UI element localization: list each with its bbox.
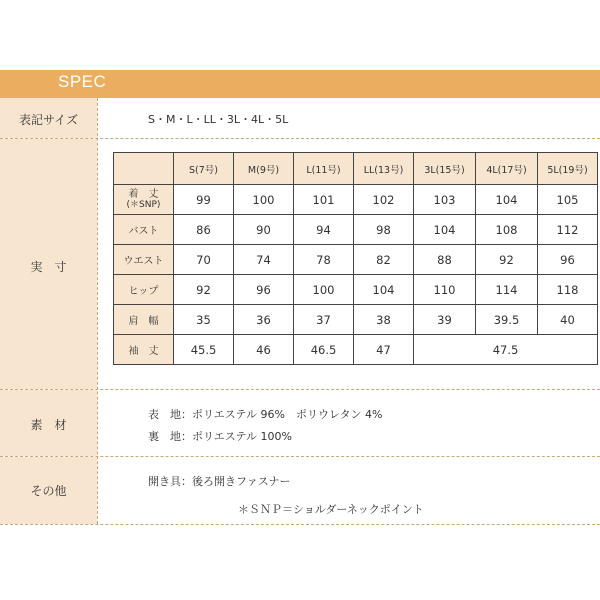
row-label: バスト	[114, 215, 174, 245]
table-cell: 99	[174, 185, 234, 215]
table-cell: 86	[174, 215, 234, 245]
divider	[0, 389, 600, 390]
table-cell: 100	[234, 185, 294, 215]
table-row	[114, 185, 598, 215]
other-label: その他	[30, 484, 67, 498]
table-cell: 104	[476, 185, 538, 215]
table-cell: 112	[538, 215, 598, 245]
table-header-row	[114, 153, 598, 185]
table-row	[114, 335, 598, 365]
table-cell: 104	[414, 215, 476, 245]
table-corner	[114, 153, 174, 185]
row-label: 袖 丈	[114, 335, 174, 365]
table-cell: 78	[294, 245, 354, 275]
table-cell: 96	[538, 245, 598, 275]
divider	[0, 456, 600, 457]
table-row	[114, 305, 598, 335]
closure-info: 開き具：後ろ開きファスナー	[148, 475, 291, 488]
table-cell: 92	[476, 245, 538, 275]
table-cell: 39.5	[476, 305, 538, 335]
row-label: 肩 幅	[114, 305, 174, 335]
material-outer: 表 地：ポリエステル 96% ポリウレタン 4%	[148, 408, 383, 421]
table-cell: 47	[354, 335, 414, 365]
table-cell: 74	[234, 245, 294, 275]
table-cell: 102	[354, 185, 414, 215]
size-label: 表記サイズ	[18, 113, 79, 127]
table-cell: 101	[294, 185, 354, 215]
table-cell: 40	[538, 305, 598, 335]
column-header: S(7号)	[174, 153, 234, 185]
row-label: ヒップ	[114, 275, 174, 305]
table-cell: 38	[354, 305, 414, 335]
measure-label: 実 寸	[30, 260, 67, 274]
column-header: 4L(17号)	[476, 153, 538, 185]
table-cell: 98	[354, 215, 414, 245]
table-cell: 110	[414, 275, 476, 305]
table-cell: 100	[294, 275, 354, 305]
table-cell: 82	[354, 245, 414, 275]
table-cell: 35	[174, 305, 234, 335]
row-label-main: 着 丈	[128, 188, 159, 200]
divider	[0, 524, 600, 525]
column-divider	[97, 98, 98, 524]
size-list: S・M・L・LL・3L・4L・5L	[148, 113, 289, 126]
table-cell: 92	[174, 275, 234, 305]
row-label	[114, 185, 174, 215]
table-cell: 39	[414, 305, 476, 335]
divider	[0, 138, 600, 139]
table-cell: 46.5	[294, 335, 354, 365]
table-cell: 94	[294, 215, 354, 245]
table-cell: 88	[414, 245, 476, 275]
size-table	[113, 152, 598, 365]
snp-note: ＊ＳＮＰ＝ショルダーネックポイント	[238, 503, 424, 516]
table-row	[114, 275, 598, 305]
spec-header-bar	[0, 70, 600, 98]
row-label-sub: (＊SNP)	[126, 199, 161, 210]
table-cell: 118	[538, 275, 598, 305]
material-label: 素 材	[30, 418, 67, 432]
table-cell: 46	[234, 335, 294, 365]
material-lining: 裏 地：ポリエステル 100%	[148, 430, 292, 443]
row-label: ウエスト	[114, 245, 174, 275]
table-cell: 90	[234, 215, 294, 245]
table-cell-merged: 47.5	[414, 335, 598, 365]
table-cell: 36	[234, 305, 294, 335]
table-cell: 108	[476, 215, 538, 245]
table-cell: 114	[476, 275, 538, 305]
table-cell: 104	[354, 275, 414, 305]
column-header: M(9号)	[234, 153, 294, 185]
table-row	[114, 215, 598, 245]
column-header: 3L(15号)	[414, 153, 476, 185]
table-row	[114, 245, 598, 275]
column-header: LL(13号)	[354, 153, 414, 185]
table-cell: 37	[294, 305, 354, 335]
table-cell: 103	[414, 185, 476, 215]
table-cell: 96	[234, 275, 294, 305]
table-cell: 105	[538, 185, 598, 215]
table-cell: 45.5	[174, 335, 234, 365]
table-cell: 70	[174, 245, 234, 275]
column-header: L(11号)	[294, 153, 354, 185]
column-header: 5L(19号)	[538, 153, 598, 185]
spec-title: SPEC	[58, 72, 107, 91]
